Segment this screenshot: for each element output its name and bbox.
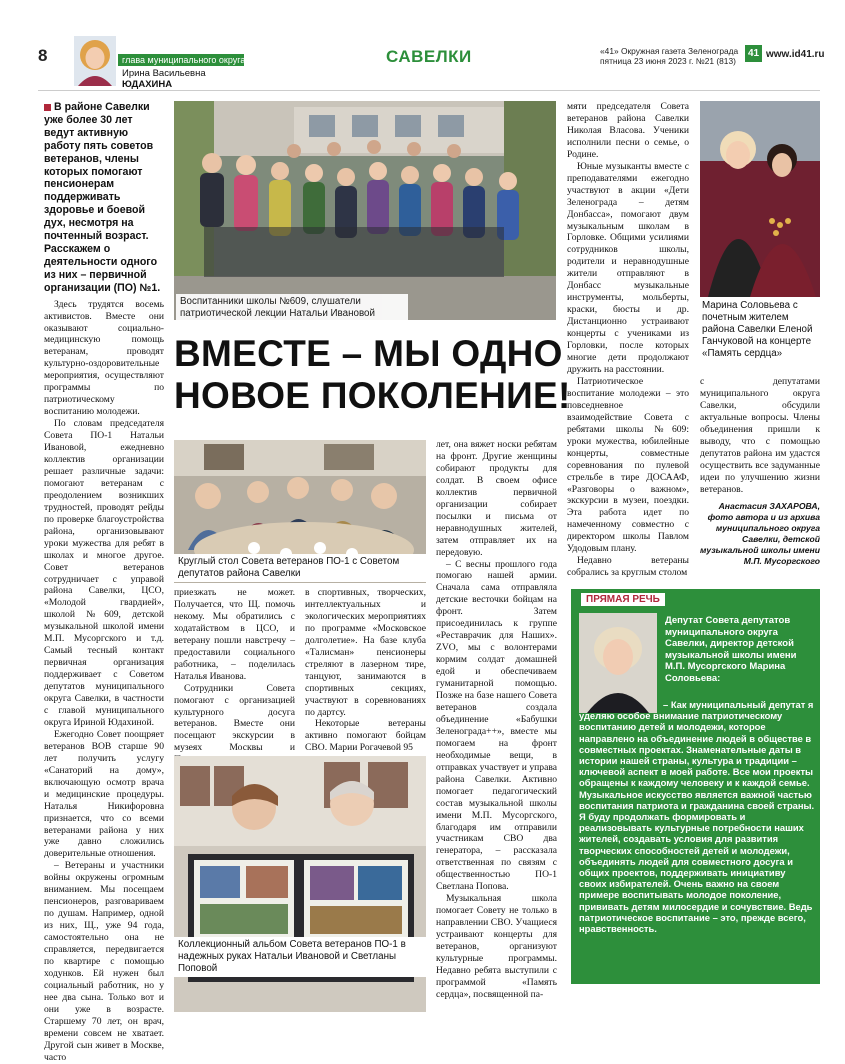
paragraph: приезжать не может. Получается, что Щ. помочь некому. Мы обратились с ходатайством в ЦСО, и ветерану пошли навстречу – предоставили социального работника, – поделилась Наталья Иванова. (174, 587, 295, 682)
paragraph: Сотрудники Совета помогают с организацией культурного досуга ветеранов. Вместе они посещают экскурсии в музеях Москвы и (174, 682, 295, 754)
article-column-5 (567, 101, 689, 581)
paragraph: мяти председателя Совета ветеранов района Савелки Николая Власова. Ученики исполнили песни о семье, о Родине. (567, 101, 689, 160)
site-link[interactable]: www.id41.ru (766, 49, 825, 60)
quote-label: ПРЯМАЯ РЕЧЬ (581, 593, 665, 606)
article-column-6 (700, 376, 820, 500)
paper-logo (745, 45, 762, 62)
lead-marker (44, 104, 51, 111)
paragraph: По словам председателя Совета ПО-1 Натальи Ивановой, ежедневно коллектив организации решает различные задачи: помогают ветеранам с преодолением возникших трудностей, проводят рейды по проверке благоустройства района, организовывают уроки мужества для ребят в школах и многое другое. Совет ветеранов сотрудничает с управой района Савелки, ЦСО, «Молодой гвардией», школой №609, детской музыкальной школой имени М.П. Мусоргского и т.д. Самый тесный контакт первичная организация поддерживает с Советом депутатов муниципального округа Савелки, в частности с главой муниципального округа Ириной Юдахиной. (44, 418, 164, 728)
paragraph: – Ветераны и участники войны окружены огромным вниманием. Мы посещаем пенсионеров, разговариваем по душам. Например, одной из них, Щ., уже 94 года, самостоятельно она не справляется, передвигается по квартире с помощью ходунков. Ей нужен был социальный работник, но у нее два сына. Только вот и они уже в возрасте. Старшему 70 лет, он врач, времени совсем не хватает. Другой сын живет в Москве, часто (44, 860, 164, 1063)
article-column-4 (436, 439, 557, 1015)
paragraph: Юные музыканты вместе с преподавателями ежегодно участвуют в акции «Дети Зеленограда – детям Донбасса», помогают двум музыкальным школам в Горловке. Общими усилиями сотрудников школы, родители и неравнодушные жители отправляют в Донбасс музыкальные инструменты, мольберты, краски, бюсты и др. Дистанционно устраивают концерты с учениками из Горловки, после которых многие дети продолжают дружить на расстоянии. (567, 160, 689, 375)
paragraph: с депутатами муниципального округа Савелки, обсудили актуальные вопросы. Члены объединения пришли к выводу, что с помощью депутатов района им удастся осуществить все задуманные идеи по улучшению жизни ветеранов. (700, 376, 820, 495)
quote-box (571, 589, 820, 984)
paragraph: Ежегодно Совет поощряет ветеранов ВОВ старше 90 лет получить услугу «Санаторий на дому», включающую осмотр врача и медицинские процедуры. Наталья Никифоровна признается, что со всеми ветеранами района у них уже давно сложились доверительные отношения. (44, 728, 164, 860)
paragraph: Недавно ветераны собрались за круглым столом (567, 555, 689, 579)
paper-logo-number: 41 (747, 48, 760, 59)
quote-text: – Как муниципальный депутат я уделяю особое внимание патриотическому воспитанию детей и молодежи, которое направлено на объединение людей в обществе в совместных проектах. Знаменательные даты в истории нашей страны, культура и традиции – ключевой аспект в моей работе. Все мои проекты обращены к каждому человеку и к каждой семье. Музыкальное искусство является важной частью воспитания патриота и гражданина своей страны. Я буду продолжать формировать и реализовывать культурные потребности наших жителей, создавать условия для развития творческих способностей детей и молодежи, объединять людей для совместного досуга и общих проектов, поддерживать инициативу своих избирателей. Очень важно на своем примере воспитывать молодое поколение, прививать детям милосердие и сочувствие. Ведь патриотическое воспитание – это, прежде всего, нравственность. (579, 699, 815, 935)
photo-children (174, 101, 556, 320)
paragraph: – С весны прошлого года помогаю нашей армии. Сначала сама отправляла детские весточки бойцам на фронт. Затем присоединилась к группе «Реставрачик для Наших». ZVO, мы с волонтерами кормим солдат домашней едой и обеспечиваем гуманитарной помощью. Позже на базе нашего Совета ветеранов создала объединение «Бабушки Зеленограда++», вместе мы помогаем на фронт необходимые вещи, в отправках участвует и управа района Савелки. Активно помогает педагогический состав музыкальной школы имени М.П. Мусоргского, благодаря им отправили участникам СВО два генератора, – рассказала ответственная по связям с общественностью ПО-1 Светлана Попова. (436, 558, 557, 893)
paragraph: Здесь трудятся восемь активистов. Вместе они оказывают социально-медицинскую помощь ветеранам, проводят культурно-оздоровительные мероприятия, осуществляют программы по патриотическому воспитанию молодежи. (44, 298, 164, 418)
headline-line-2: НОВОЕ ПОКОЛЕНИЕ! (174, 375, 571, 416)
paragraph: Музыкальная школа помогает Совету не только в направлении СВО. Учащиеся устраивают концерты для ветеранов, организуют культурные программы. Недавно ребята выступили с программой «Память сердца», посвященной па- (436, 893, 557, 1000)
caption-concert: Марина Соловьева с почетным жителем района Савелки Еленой Ганчуковой на концерте «Память сердца» (700, 299, 820, 361)
head-name: Ирина Васильевна (122, 68, 206, 79)
paper-info-2: пятница 23 июня 2023 г. №21 (813) (600, 56, 736, 66)
lead-text: В районе Савелки уже более 30 лет ведут активную работу пять советов ветеранов, члены которых помогают пенсионерам поддерживать здоровье и боевой дух, несмотря на почтенный возраст. Расскажем о деятельности одного из них – первичной организации (ПО) №1. (44, 101, 161, 294)
caption-children: Воспитанники школы №609, слушатели патриотической лекции Натальи Ивановой (176, 294, 408, 322)
quote-portrait (579, 613, 657, 713)
paragraph: Некоторые ветераны активно помогают бойцам СВО. Марии Рогачевой 95 (305, 718, 426, 754)
article-column-2 (174, 587, 295, 752)
photo-concert (700, 101, 820, 297)
section-title: САВЕЛКИ (386, 47, 472, 66)
header-divider (38, 90, 820, 91)
article-column-3 (305, 587, 426, 752)
quote-intro: Депутат Совета депутатов муниципального округа Савелки, директор детской музыкальной школы имени М.П. Мусоргского Марина Соловьева: (665, 615, 797, 684)
head-avatar (74, 36, 116, 86)
author-signature: Анастасия ЗАХАРОВА, фото автора и из архива муниципального округа Савелки, детской музыкальной школы имени М.П. Мусоргского (700, 501, 820, 566)
head-role: глава муниципального округа (122, 55, 246, 65)
photo-children-image (174, 101, 556, 320)
caption-album: Коллекционный альбом Совета ветеранов ПО-1 в надежных руках Натальи Ивановой и Светланы Поповой (174, 937, 426, 977)
paragraph: Патриотическое воспитание молодежи – это повседневное взаимодействие Совета с ребятами школы №609: уроки мужества, юбилейные концерты, совместные соревнования по пулевой стрельбе в тире ДОСААФ, «Разговоры о важном», экскурсии в музеи, поездки. Эта работа идет по намеченному совместно с директором школы Павлом Удодовым плану. (567, 375, 689, 555)
page-number: 8 (38, 46, 48, 65)
caption-round-table: Круглый стол Совета ветеранов ПО-1 с Советом депутатов района Савелки (174, 554, 426, 582)
photo-concert-image (700, 101, 820, 297)
headline-line-1: ВМЕСТЕ – МЫ ОДНО (174, 333, 563, 374)
head-surname: ЮДАХИНА (122, 79, 173, 90)
paragraph: лет, она вяжет носки ребятам на фронт. Другие женщины собирают продукты для солдат. В своем офисе коллектив первичной организации собирает посылки и письма от неравнодушных жителей, затем отправляет их на передовую. (436, 439, 557, 558)
article-column-1 (44, 101, 164, 1063)
article-lead (44, 101, 164, 295)
paper-info-1: «41» Окружная газета Зеленограда (600, 46, 739, 56)
paragraph: в спортивных, творческих, интеллектуальных и экологических мероприятиях по программе «Московское долголетие». На базе клуба «Талисман» пенсионеры стреляют в лазерном тире, танцуют, занимаются в спортивных секциях, участвуют в соревнованиях по дартсу. (305, 587, 426, 718)
